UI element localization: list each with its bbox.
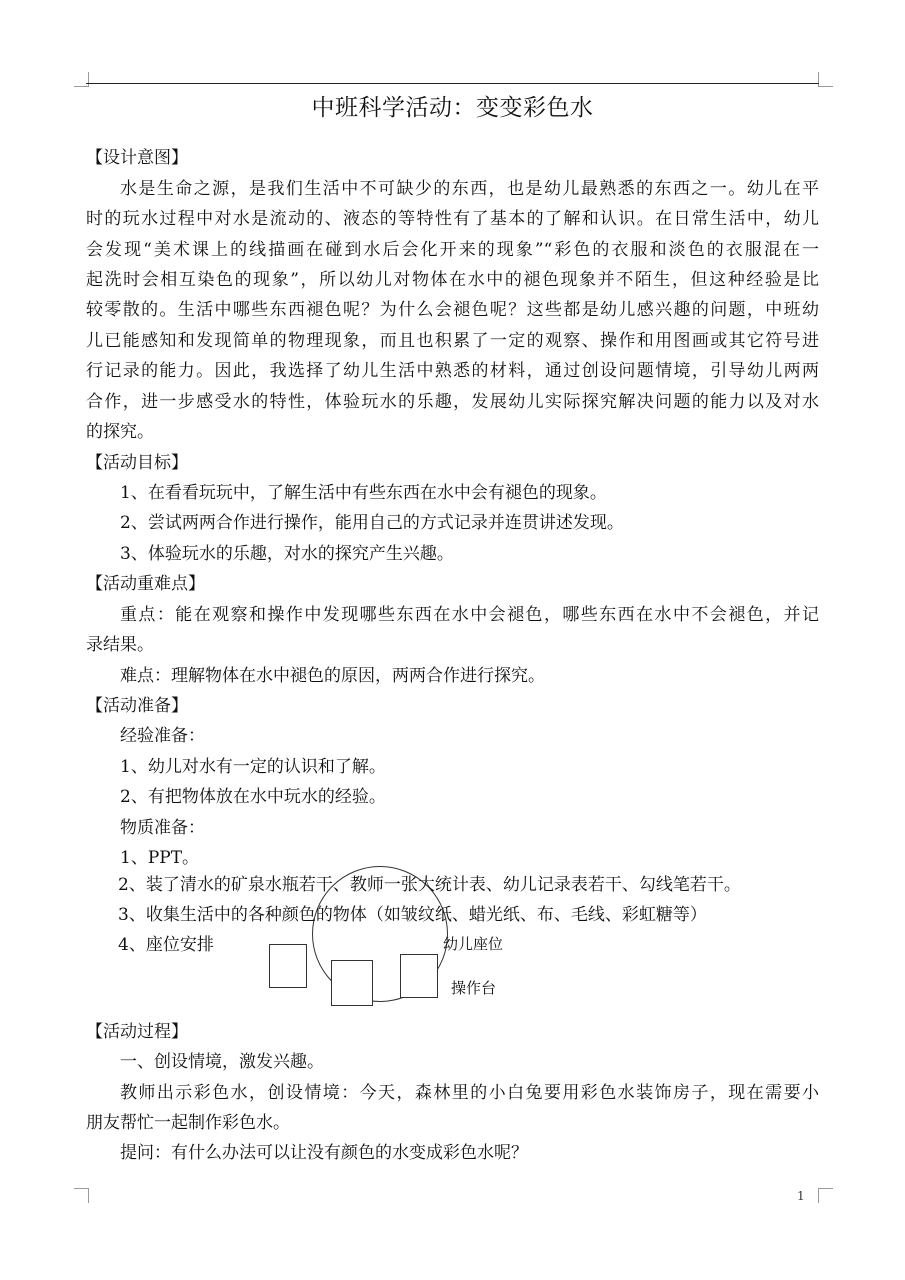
design-paragraph-line: 较零散的。生活中哪些东西褪色呢？为什么会褪色呢？这些都是幼儿感兴趣的问题，中班幼 [86, 300, 819, 320]
design-paragraph-line: 会发现“美术课上的线描画在碰到水后会化开来的现象”“彩色的衣服和淡色的衣服混在一 [86, 240, 819, 260]
section-heading-key-points: 【活动重难点】 [86, 574, 205, 594]
section-heading-goals: 【活动目标】 [86, 453, 188, 473]
child-seat-label: 幼儿座位 [443, 935, 504, 953]
seat-box [331, 960, 373, 1006]
seat-box [269, 944, 307, 988]
process-intro-line: 教师出示彩色水，创设情境：今天，森林里的小白兔要用彩色水装饰房子，现在需要小 [120, 1083, 819, 1103]
goal-item: 3、体验玩水的乐趣，对水的探究产生兴趣。 [120, 544, 454, 564]
section-heading-process: 【活动过程】 [86, 1022, 188, 1042]
section-heading-design: 【设计意图】 [86, 148, 188, 168]
design-paragraph-line: 儿已能感知和发现简单的物理现象，而且也积累了一定的观察、操作和用图画或其它符号进 [86, 331, 819, 351]
process-question: 提问：有什么办法可以让没有颜色的水变成彩色水呢？ [120, 1143, 528, 1163]
experience-item: 1、幼儿对水有一定的认识和了解。 [120, 757, 386, 777]
corner-mark-top-right [818, 72, 833, 87]
material-label: 物质准备： [120, 818, 205, 838]
design-paragraph-line: 行记录的能力。因此，我选择了幼儿生活中熟悉的材料，通过创设问题情境，引导幼儿两两 [86, 361, 819, 381]
page-number: 1 [797, 1189, 805, 1203]
material-item: 1、PPT。 [120, 848, 200, 868]
design-paragraph-line: 水是生命之源，是我们生活中不可缺少的东西，也是幼儿最熟悉的东西之一。幼儿在平 [120, 179, 819, 199]
material-item: 3、收集生活中的各种颜色的物体（如皱纹纸、蜡光纸、布、毛线、彩虹糖等） [118, 905, 707, 925]
header-rule [86, 83, 819, 84]
design-paragraph-line: 时的玩水过程中对水是流动的、液态的等特性有了基本的了解和认识。在日常生活中，幼儿 [86, 209, 819, 229]
corner-mark-bottom-right [818, 1188, 833, 1203]
goal-item: 2、尝试两两合作进行操作，能用自己的方式记录并连贯讲述发现。 [120, 513, 624, 533]
corner-mark-top-left [74, 72, 89, 87]
design-paragraph-line: 起洗时会相互染色的现象”，所以幼儿对物体在水中的褪色现象并不陌生，但这种经验是比 [86, 270, 819, 290]
difficulty-point: 难点：理解物体在水中褪色的原因，两两合作进行探究。 [120, 666, 545, 686]
material-item: 2、装了清水的矿泉水瓶若干、教师一张大统计表、幼儿记录表若干、勾线笔若干。 [118, 875, 741, 895]
corner-mark-bottom-left [74, 1188, 89, 1203]
experience-item: 2、有把物体放在水中玩水的经验。 [120, 787, 386, 807]
seat-box [400, 954, 438, 998]
document-title: 中班科学活动：变变彩色水 [311, 95, 594, 121]
focus-point-line: 录结果。 [86, 635, 154, 655]
experience-label: 经验准备： [120, 726, 205, 746]
section-heading-preparation: 【活动准备】 [86, 696, 188, 716]
design-paragraph-line: 合作，进一步感受水的特性，体验玩水的乐趣，发展幼儿实际探究解决问题的能力以及对水 [86, 392, 819, 412]
goal-item: 1、在看看玩玩中，了解生活中有些东西在水中会有褪色的现象。 [120, 483, 607, 503]
process-step-heading: 一、创设情境，激发兴趣。 [120, 1052, 324, 1072]
operation-table-label: 操作台 [451, 979, 497, 997]
focus-point-line: 重点：能在观察和操作中发现哪些东西在水中会褪色，哪些东西在水中不会褪色，并记 [120, 605, 819, 625]
process-intro-line: 朋友帮忙一起制作彩色水。 [86, 1113, 290, 1133]
design-paragraph-line: 的探究。 [86, 422, 154, 442]
seating-arrangement-label: 4、座位安排 [118, 935, 214, 955]
